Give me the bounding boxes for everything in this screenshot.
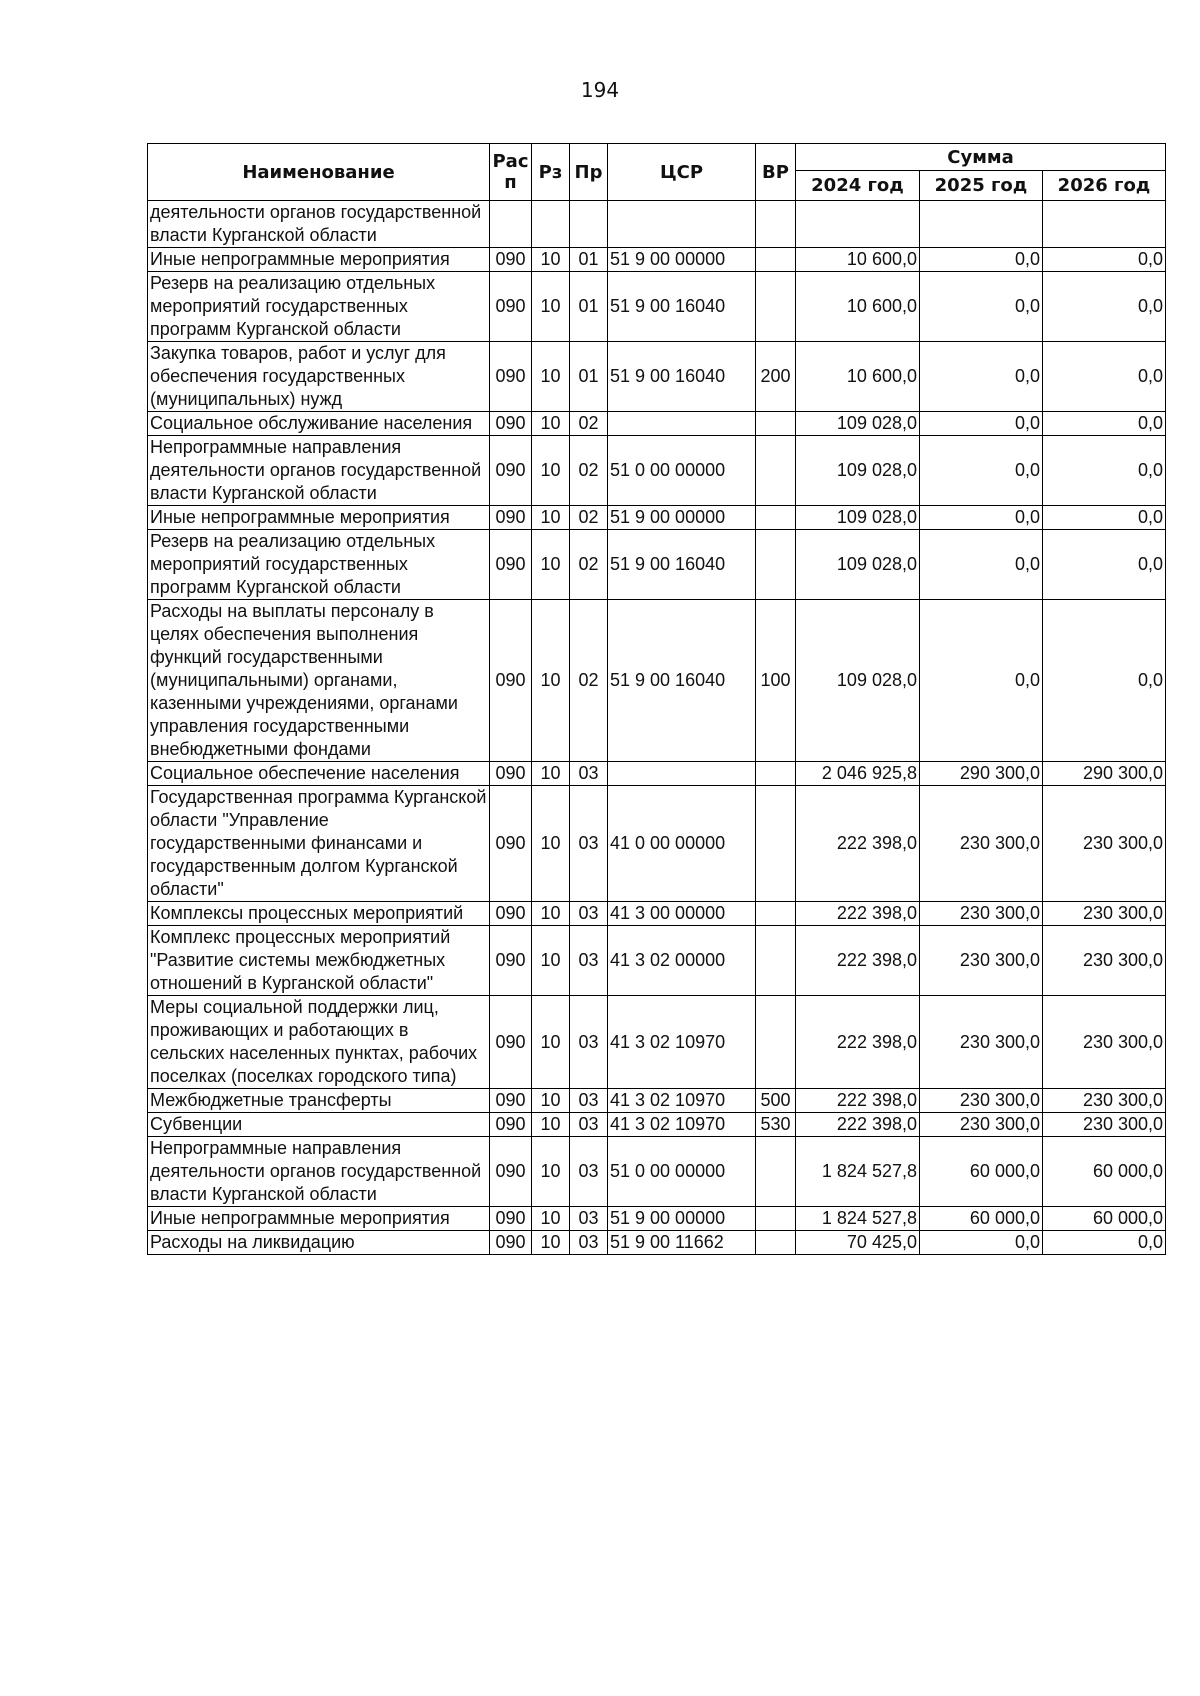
header-year-2026: 2026 год xyxy=(1043,171,1166,201)
cell-rasp: 090 xyxy=(490,996,532,1089)
cell-sum-2025: 0,0 xyxy=(920,1231,1043,1255)
cell-rz: 10 xyxy=(532,1231,570,1255)
cell-rz: 10 xyxy=(532,600,570,762)
cell-vr xyxy=(756,272,796,342)
header-name: Наименование xyxy=(148,144,490,201)
cell-sum-2024: 10 600,0 xyxy=(796,248,920,272)
header-year-2024: 2024 год xyxy=(796,171,920,201)
cell-sum-2024: 222 398,0 xyxy=(796,1089,920,1113)
cell-vr xyxy=(756,248,796,272)
cell-name: Иные непрограммные мероприятия xyxy=(148,506,490,530)
cell-pr: 03 xyxy=(570,1207,608,1231)
cell-name: Субвенции xyxy=(148,1113,490,1137)
cell-pr: 03 xyxy=(570,762,608,786)
table-row xyxy=(148,1231,1166,1255)
cell-rasp: 090 xyxy=(490,1137,532,1207)
cell-sum-2024: 222 398,0 xyxy=(796,786,920,902)
cell-rz: 10 xyxy=(532,1137,570,1207)
cell-csr: 51 9 00 16040 xyxy=(608,272,756,342)
cell-vr xyxy=(756,412,796,436)
cell-sum-2024: 1 824 527,8 xyxy=(796,1207,920,1231)
cell-pr: 02 xyxy=(570,600,608,762)
header-csr: ЦСР xyxy=(608,144,756,201)
cell-csr: 41 3 00 00000 xyxy=(608,902,756,926)
cell-name: Резерв на реализацию отдельных мероприятий государственных программ Курганской области xyxy=(148,272,490,342)
cell-csr: 41 3 02 00000 xyxy=(608,926,756,996)
cell-vr: 100 xyxy=(756,600,796,762)
cell-sum-2026: 230 300,0 xyxy=(1043,786,1166,902)
cell-pr: 01 xyxy=(570,342,608,412)
cell-rasp: 090 xyxy=(490,272,532,342)
cell-vr xyxy=(756,996,796,1089)
cell-name: Непрограммные направления деятельности органов государственной власти Курганской области xyxy=(148,1137,490,1207)
cell-sum-2025: 230 300,0 xyxy=(920,926,1043,996)
cell-rz: 10 xyxy=(532,436,570,506)
cell-vr xyxy=(756,902,796,926)
cell-rz: 10 xyxy=(532,996,570,1089)
cell-sum-2024: 109 028,0 xyxy=(796,600,920,762)
header-year-2025: 2025 год xyxy=(920,171,1043,201)
cell-sum-2024: 1 824 527,8 xyxy=(796,1137,920,1207)
cell-sum-2025: 0,0 xyxy=(920,600,1043,762)
cell-pr: 01 xyxy=(570,248,608,272)
cell-vr xyxy=(756,762,796,786)
cell-rz: 10 xyxy=(532,1089,570,1113)
cell-name: Расходы на ликвидацию xyxy=(148,1231,490,1255)
cell-sum-2026: 0,0 xyxy=(1043,506,1166,530)
cell-pr: 03 xyxy=(570,902,608,926)
cell-rz: 10 xyxy=(532,248,570,272)
table-row xyxy=(148,436,1166,506)
cell-rz: 10 xyxy=(532,342,570,412)
cell-rz: 10 xyxy=(532,272,570,342)
cell-vr xyxy=(756,926,796,996)
cell-rasp: 090 xyxy=(490,412,532,436)
table-row xyxy=(148,248,1166,272)
cell-rz: 10 xyxy=(532,926,570,996)
cell-vr: 500 xyxy=(756,1089,796,1113)
cell-sum-2024: 222 398,0 xyxy=(796,902,920,926)
cell-name: Межбюджетные трансферты xyxy=(148,1089,490,1113)
cell-sum-2025: 230 300,0 xyxy=(920,996,1043,1089)
header-pr: Пр xyxy=(570,144,608,201)
cell-vr xyxy=(756,201,796,248)
cell-sum-2024: 222 398,0 xyxy=(796,996,920,1089)
cell-rasp: 090 xyxy=(490,436,532,506)
table-row xyxy=(148,786,1166,902)
cell-csr: 51 9 00 16040 xyxy=(608,600,756,762)
table-row xyxy=(148,201,1166,248)
cell-rz: 10 xyxy=(532,1113,570,1137)
cell-sum-2025: 0,0 xyxy=(920,506,1043,530)
cell-pr: 03 xyxy=(570,1113,608,1137)
cell-name: Социальное обслуживание населения xyxy=(148,412,490,436)
cell-vr xyxy=(756,1137,796,1207)
cell-sum-2024: 2 046 925,8 xyxy=(796,762,920,786)
cell-name: деятельности органов государственной власти Курганской области xyxy=(148,201,490,248)
cell-pr: 01 xyxy=(570,272,608,342)
table-row xyxy=(148,996,1166,1089)
cell-sum-2025: 230 300,0 xyxy=(920,786,1043,902)
cell-rasp: 090 xyxy=(490,600,532,762)
cell-pr: 02 xyxy=(570,506,608,530)
cell-sum-2024: 109 028,0 xyxy=(796,412,920,436)
cell-sum-2025: 230 300,0 xyxy=(920,902,1043,926)
cell-rasp: 090 xyxy=(490,902,532,926)
cell-csr: 41 3 02 10970 xyxy=(608,1089,756,1113)
cell-sum-2026: 0,0 xyxy=(1043,412,1166,436)
cell-sum-2026: 0,0 xyxy=(1043,600,1166,762)
table-row xyxy=(148,762,1166,786)
cell-name: Комплекс процессных мероприятий "Развитие системы межбюджетных отношений в Курганской области" xyxy=(148,926,490,996)
cell-rz: 10 xyxy=(532,506,570,530)
table-row xyxy=(148,1089,1166,1113)
cell-csr: 51 9 00 16040 xyxy=(608,342,756,412)
cell-sum-2025: 0,0 xyxy=(920,436,1043,506)
cell-csr: 51 9 00 00000 xyxy=(608,248,756,272)
table-row xyxy=(148,600,1166,762)
cell-rz: 10 xyxy=(532,902,570,926)
cell-sum-2025: 0,0 xyxy=(920,248,1043,272)
table-row xyxy=(148,1207,1166,1231)
table-row xyxy=(148,506,1166,530)
cell-pr: 03 xyxy=(570,996,608,1089)
cell-sum-2026: 230 300,0 xyxy=(1043,902,1166,926)
cell-sum-2024: 70 425,0 xyxy=(796,1231,920,1255)
cell-rz: 10 xyxy=(532,1207,570,1231)
cell-csr: 51 0 00 00000 xyxy=(608,1137,756,1207)
table-row xyxy=(148,342,1166,412)
cell-sum-2026: 230 300,0 xyxy=(1043,1089,1166,1113)
cell-sum-2025: 230 300,0 xyxy=(920,1089,1043,1113)
cell-csr: 51 9 00 11662 xyxy=(608,1231,756,1255)
cell-sum-2025: 230 300,0 xyxy=(920,1113,1043,1137)
cell-name: Закупка товаров, работ и услуг для обеспечения государственных (муниципальных) нужд xyxy=(148,342,490,412)
cell-rasp: 090 xyxy=(490,1089,532,1113)
cell-pr: 03 xyxy=(570,1089,608,1113)
cell-pr xyxy=(570,201,608,248)
header-vr: ВР xyxy=(756,144,796,201)
table-row xyxy=(148,412,1166,436)
header-sum: Сумма xyxy=(796,144,1166,171)
cell-pr: 03 xyxy=(570,926,608,996)
cell-name: Резерв на реализацию отдельных мероприятий государственных программ Курганской области xyxy=(148,530,490,600)
cell-sum-2026: 230 300,0 xyxy=(1043,926,1166,996)
cell-sum-2025: 0,0 xyxy=(920,412,1043,436)
cell-name: Иные непрограммные мероприятия xyxy=(148,1207,490,1231)
cell-name: Меры социальной поддержки лиц, проживающих и работающих в сельских населенных пунктах, рабочих поселках (поселках городского типа) xyxy=(148,996,490,1089)
cell-rasp: 090 xyxy=(490,506,532,530)
cell-sum-2025: 0,0 xyxy=(920,342,1043,412)
cell-name: Иные непрограммные мероприятия xyxy=(148,248,490,272)
cell-csr xyxy=(608,412,756,436)
cell-sum-2026 xyxy=(1043,201,1166,248)
cell-sum-2026: 290 300,0 xyxy=(1043,762,1166,786)
cell-rasp: 090 xyxy=(490,786,532,902)
cell-sum-2025: 290 300,0 xyxy=(920,762,1043,786)
cell-sum-2026: 0,0 xyxy=(1043,530,1166,600)
cell-sum-2026: 60 000,0 xyxy=(1043,1137,1166,1207)
cell-sum-2024: 10 600,0 xyxy=(796,272,920,342)
cell-name: Государственная программа Курганской области "Управление государственными финансами и государственным долгом Курганской области" xyxy=(148,786,490,902)
cell-csr: 51 9 00 16040 xyxy=(608,530,756,600)
cell-name: Комплексы процессных мероприятий xyxy=(148,902,490,926)
cell-rasp: 090 xyxy=(490,1113,532,1137)
cell-sum-2025: 60 000,0 xyxy=(920,1137,1043,1207)
cell-sum-2026: 0,0 xyxy=(1043,272,1166,342)
cell-pr: 03 xyxy=(570,1231,608,1255)
table-row xyxy=(148,926,1166,996)
table-body xyxy=(148,201,1166,1255)
cell-vr xyxy=(756,530,796,600)
cell-rasp: 090 xyxy=(490,762,532,786)
cell-vr: 200 xyxy=(756,342,796,412)
header-rasp: Рас п xyxy=(490,144,532,201)
cell-pr: 02 xyxy=(570,530,608,600)
cell-name: Расходы на выплаты персоналу в целях обеспечения выполнения функций государственными (муниципальными) органами, казенными учреждениями, органами управления государственными внебюджетными фондами xyxy=(148,600,490,762)
cell-sum-2025: 0,0 xyxy=(920,530,1043,600)
cell-sum-2026: 0,0 xyxy=(1043,248,1166,272)
cell-sum-2026: 0,0 xyxy=(1043,1231,1166,1255)
cell-vr xyxy=(756,786,796,902)
cell-name: Социальное обеспечение населения xyxy=(148,762,490,786)
cell-csr: 41 3 02 10970 xyxy=(608,1113,756,1137)
cell-rz: 10 xyxy=(532,412,570,436)
cell-sum-2024: 222 398,0 xyxy=(796,926,920,996)
cell-sum-2024 xyxy=(796,201,920,248)
cell-vr xyxy=(756,506,796,530)
table-row xyxy=(148,530,1166,600)
cell-rasp: 090 xyxy=(490,1207,532,1231)
cell-pr: 03 xyxy=(570,786,608,902)
cell-sum-2026: 0,0 xyxy=(1043,342,1166,412)
cell-vr: 530 xyxy=(756,1113,796,1137)
cell-sum-2024: 10 600,0 xyxy=(796,342,920,412)
cell-rasp xyxy=(490,201,532,248)
cell-pr: 02 xyxy=(570,436,608,506)
cell-pr: 02 xyxy=(570,412,608,436)
cell-sum-2024: 109 028,0 xyxy=(796,506,920,530)
cell-csr: 41 3 02 10970 xyxy=(608,996,756,1089)
cell-rz: 10 xyxy=(532,786,570,902)
cell-csr xyxy=(608,201,756,248)
cell-sum-2025: 60 000,0 xyxy=(920,1207,1043,1231)
cell-rasp: 090 xyxy=(490,1231,532,1255)
cell-name: Непрограммные направления деятельности органов государственной власти Курганской области xyxy=(148,436,490,506)
cell-csr xyxy=(608,762,756,786)
cell-rasp: 090 xyxy=(490,248,532,272)
cell-sum-2026: 0,0 xyxy=(1043,436,1166,506)
header-rz: Рз xyxy=(532,144,570,201)
cell-rz: 10 xyxy=(532,762,570,786)
page-number: 194 xyxy=(580,78,620,102)
cell-rasp: 090 xyxy=(490,342,532,412)
cell-vr xyxy=(756,1207,796,1231)
cell-csr: 51 9 00 00000 xyxy=(608,1207,756,1231)
table-row xyxy=(148,1137,1166,1207)
cell-sum-2026: 230 300,0 xyxy=(1043,996,1166,1089)
cell-sum-2025: 0,0 xyxy=(920,272,1043,342)
cell-sum-2024: 109 028,0 xyxy=(796,530,920,600)
cell-sum-2024: 109 028,0 xyxy=(796,436,920,506)
budget-table xyxy=(147,143,1166,1255)
cell-rasp: 090 xyxy=(490,530,532,600)
cell-sum-2025 xyxy=(920,201,1043,248)
cell-sum-2024: 222 398,0 xyxy=(796,1113,920,1137)
table-row xyxy=(148,272,1166,342)
cell-sum-2026: 60 000,0 xyxy=(1043,1207,1166,1231)
cell-csr: 51 0 00 00000 xyxy=(608,436,756,506)
cell-vr xyxy=(756,436,796,506)
cell-rz xyxy=(532,201,570,248)
cell-rasp: 090 xyxy=(490,926,532,996)
cell-csr: 41 0 00 00000 xyxy=(608,786,756,902)
cell-vr xyxy=(756,1231,796,1255)
cell-sum-2026: 230 300,0 xyxy=(1043,1113,1166,1137)
table-row xyxy=(148,1113,1166,1137)
cell-rz: 10 xyxy=(532,530,570,600)
table-row xyxy=(148,902,1166,926)
cell-pr: 03 xyxy=(570,1137,608,1207)
cell-csr: 51 9 00 00000 xyxy=(608,506,756,530)
